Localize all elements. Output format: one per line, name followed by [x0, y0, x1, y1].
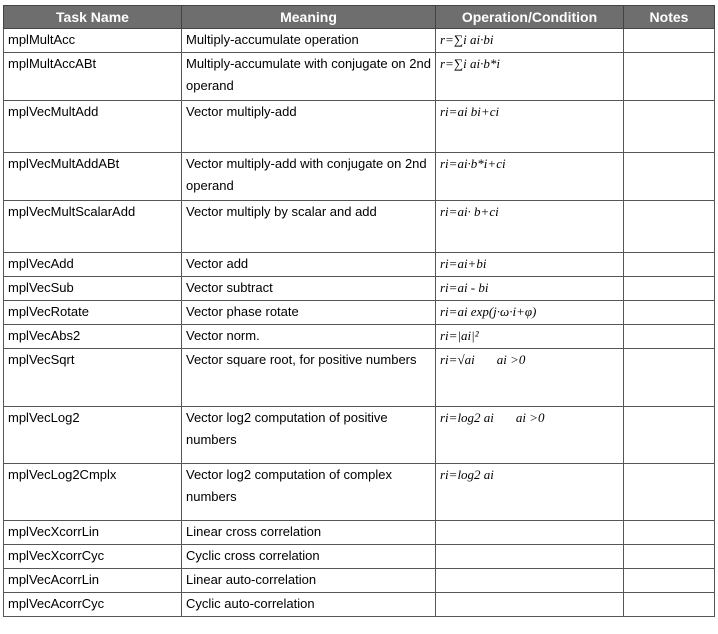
operation-condition: ai >0	[496, 352, 526, 367]
task-name: mplVecRotate	[4, 301, 182, 325]
table-row	[4, 349, 715, 407]
task-meaning: Vector multiply-add	[182, 101, 436, 153]
task-meaning: Vector add	[182, 253, 436, 277]
task-name: mplVecAcorrCyc	[4, 593, 182, 617]
task-meaning: Multiply-accumulate operation	[182, 29, 436, 53]
task-operation	[436, 201, 624, 253]
task-operation	[436, 593, 624, 617]
operation-formula: ri=|ai|²	[440, 328, 479, 343]
table-row	[4, 101, 715, 153]
table-row	[4, 325, 715, 349]
task-name: mplVecAcorrLin	[4, 569, 182, 593]
table-row	[4, 253, 715, 277]
task-operation	[436, 53, 624, 101]
header-meaning: Meaning	[182, 6, 436, 29]
task-notes	[624, 593, 715, 617]
task-meaning: Linear cross correlation	[182, 521, 436, 545]
task-name: mplMultAccABt	[4, 53, 182, 101]
task-notes	[624, 253, 715, 277]
table-row	[4, 569, 715, 593]
task-notes	[624, 569, 715, 593]
header-notes: Notes	[624, 6, 715, 29]
task-operation	[436, 349, 624, 407]
table-row	[4, 545, 715, 569]
task-meaning: Multiply-accumulate with conjugate on 2nd operand	[182, 53, 436, 101]
table-row	[4, 201, 715, 253]
task-operation	[436, 301, 624, 325]
task-operation	[436, 101, 624, 153]
task-meaning: Vector log2 computation of complex numbers	[182, 464, 436, 521]
task-notes	[624, 53, 715, 101]
task-table	[3, 5, 715, 617]
task-operation	[436, 545, 624, 569]
task-notes	[624, 153, 715, 201]
header-row	[4, 6, 715, 29]
task-operation	[436, 407, 624, 464]
task-operation	[436, 325, 624, 349]
operation-formula: r=∑i ai·b*i	[440, 56, 500, 71]
task-operation	[436, 153, 624, 201]
operation-formula: ri=ai - bi	[440, 280, 489, 295]
task-name: mplMultAcc	[4, 29, 182, 53]
task-meaning: Cyclic cross correlation	[182, 545, 436, 569]
task-meaning: Vector norm.	[182, 325, 436, 349]
task-meaning: Cyclic auto-correlation	[182, 593, 436, 617]
task-notes	[624, 521, 715, 545]
operation-formula: ri=log2 ai	[440, 410, 494, 425]
task-name: mplVecMultAdd	[4, 101, 182, 153]
table-row	[4, 53, 715, 101]
task-name: mplVecLog2	[4, 407, 182, 464]
task-name: mplVecMultScalarAdd	[4, 201, 182, 253]
operation-formula: ri=ai+bi	[440, 256, 487, 271]
operation-formula: r=∑i ai·bi	[440, 32, 494, 47]
task-meaning: Vector square root, for positive numbers	[182, 349, 436, 407]
task-meaning: Vector subtract	[182, 277, 436, 301]
task-name: mplVecLog2Cmplx	[4, 464, 182, 521]
task-name: mplVecSqrt	[4, 349, 182, 407]
task-name: mplVecAdd	[4, 253, 182, 277]
table-row	[4, 521, 715, 545]
table-row	[4, 153, 715, 201]
operation-formula: ri=ai·b*i+ci	[440, 156, 506, 171]
task-meaning: Vector multiply-add with conjugate on 2nd operand	[182, 153, 436, 201]
task-name: mplVecSub	[4, 277, 182, 301]
task-name: mplVecXcorrCyc	[4, 545, 182, 569]
table-row	[4, 593, 715, 617]
task-meaning: Vector multiply by scalar and add	[182, 201, 436, 253]
task-name: mplVecXcorrLin	[4, 521, 182, 545]
operation-formula: ri=ai· b+ci	[440, 204, 499, 219]
task-notes	[624, 464, 715, 521]
table-row	[4, 464, 715, 521]
task-meaning: Vector phase rotate	[182, 301, 436, 325]
table-row	[4, 29, 715, 53]
task-meaning: Linear auto-correlation	[182, 569, 436, 593]
task-notes	[624, 301, 715, 325]
task-operation	[436, 569, 624, 593]
operation-formula: ri=ai exp(j·ω·i+φ)	[440, 304, 537, 319]
task-meaning: Vector log2 computation of positive numbers	[182, 407, 436, 464]
task-operation	[436, 521, 624, 545]
header-operation: Operation/Condition	[436, 6, 624, 29]
operation-formula: ri=ai bi+ci	[440, 104, 500, 119]
task-operation	[436, 277, 624, 301]
task-notes	[624, 325, 715, 349]
operation-condition: ai >0	[515, 410, 545, 425]
task-operation	[436, 464, 624, 521]
task-notes	[624, 29, 715, 53]
task-name: mplVecMultAddABt	[4, 153, 182, 201]
task-operation	[436, 253, 624, 277]
task-notes	[624, 349, 715, 407]
task-notes	[624, 201, 715, 253]
table-row	[4, 407, 715, 464]
task-operation	[436, 29, 624, 53]
task-notes	[624, 545, 715, 569]
task-notes	[624, 407, 715, 464]
table-row	[4, 301, 715, 325]
task-notes	[624, 277, 715, 301]
table-row	[4, 277, 715, 301]
header-task-name: Task Name	[4, 6, 182, 29]
operation-formula: ri=log2 ai	[440, 467, 494, 482]
operation-formula: ri=√ai	[440, 352, 475, 367]
task-notes	[624, 101, 715, 153]
task-name: mplVecAbs2	[4, 325, 182, 349]
